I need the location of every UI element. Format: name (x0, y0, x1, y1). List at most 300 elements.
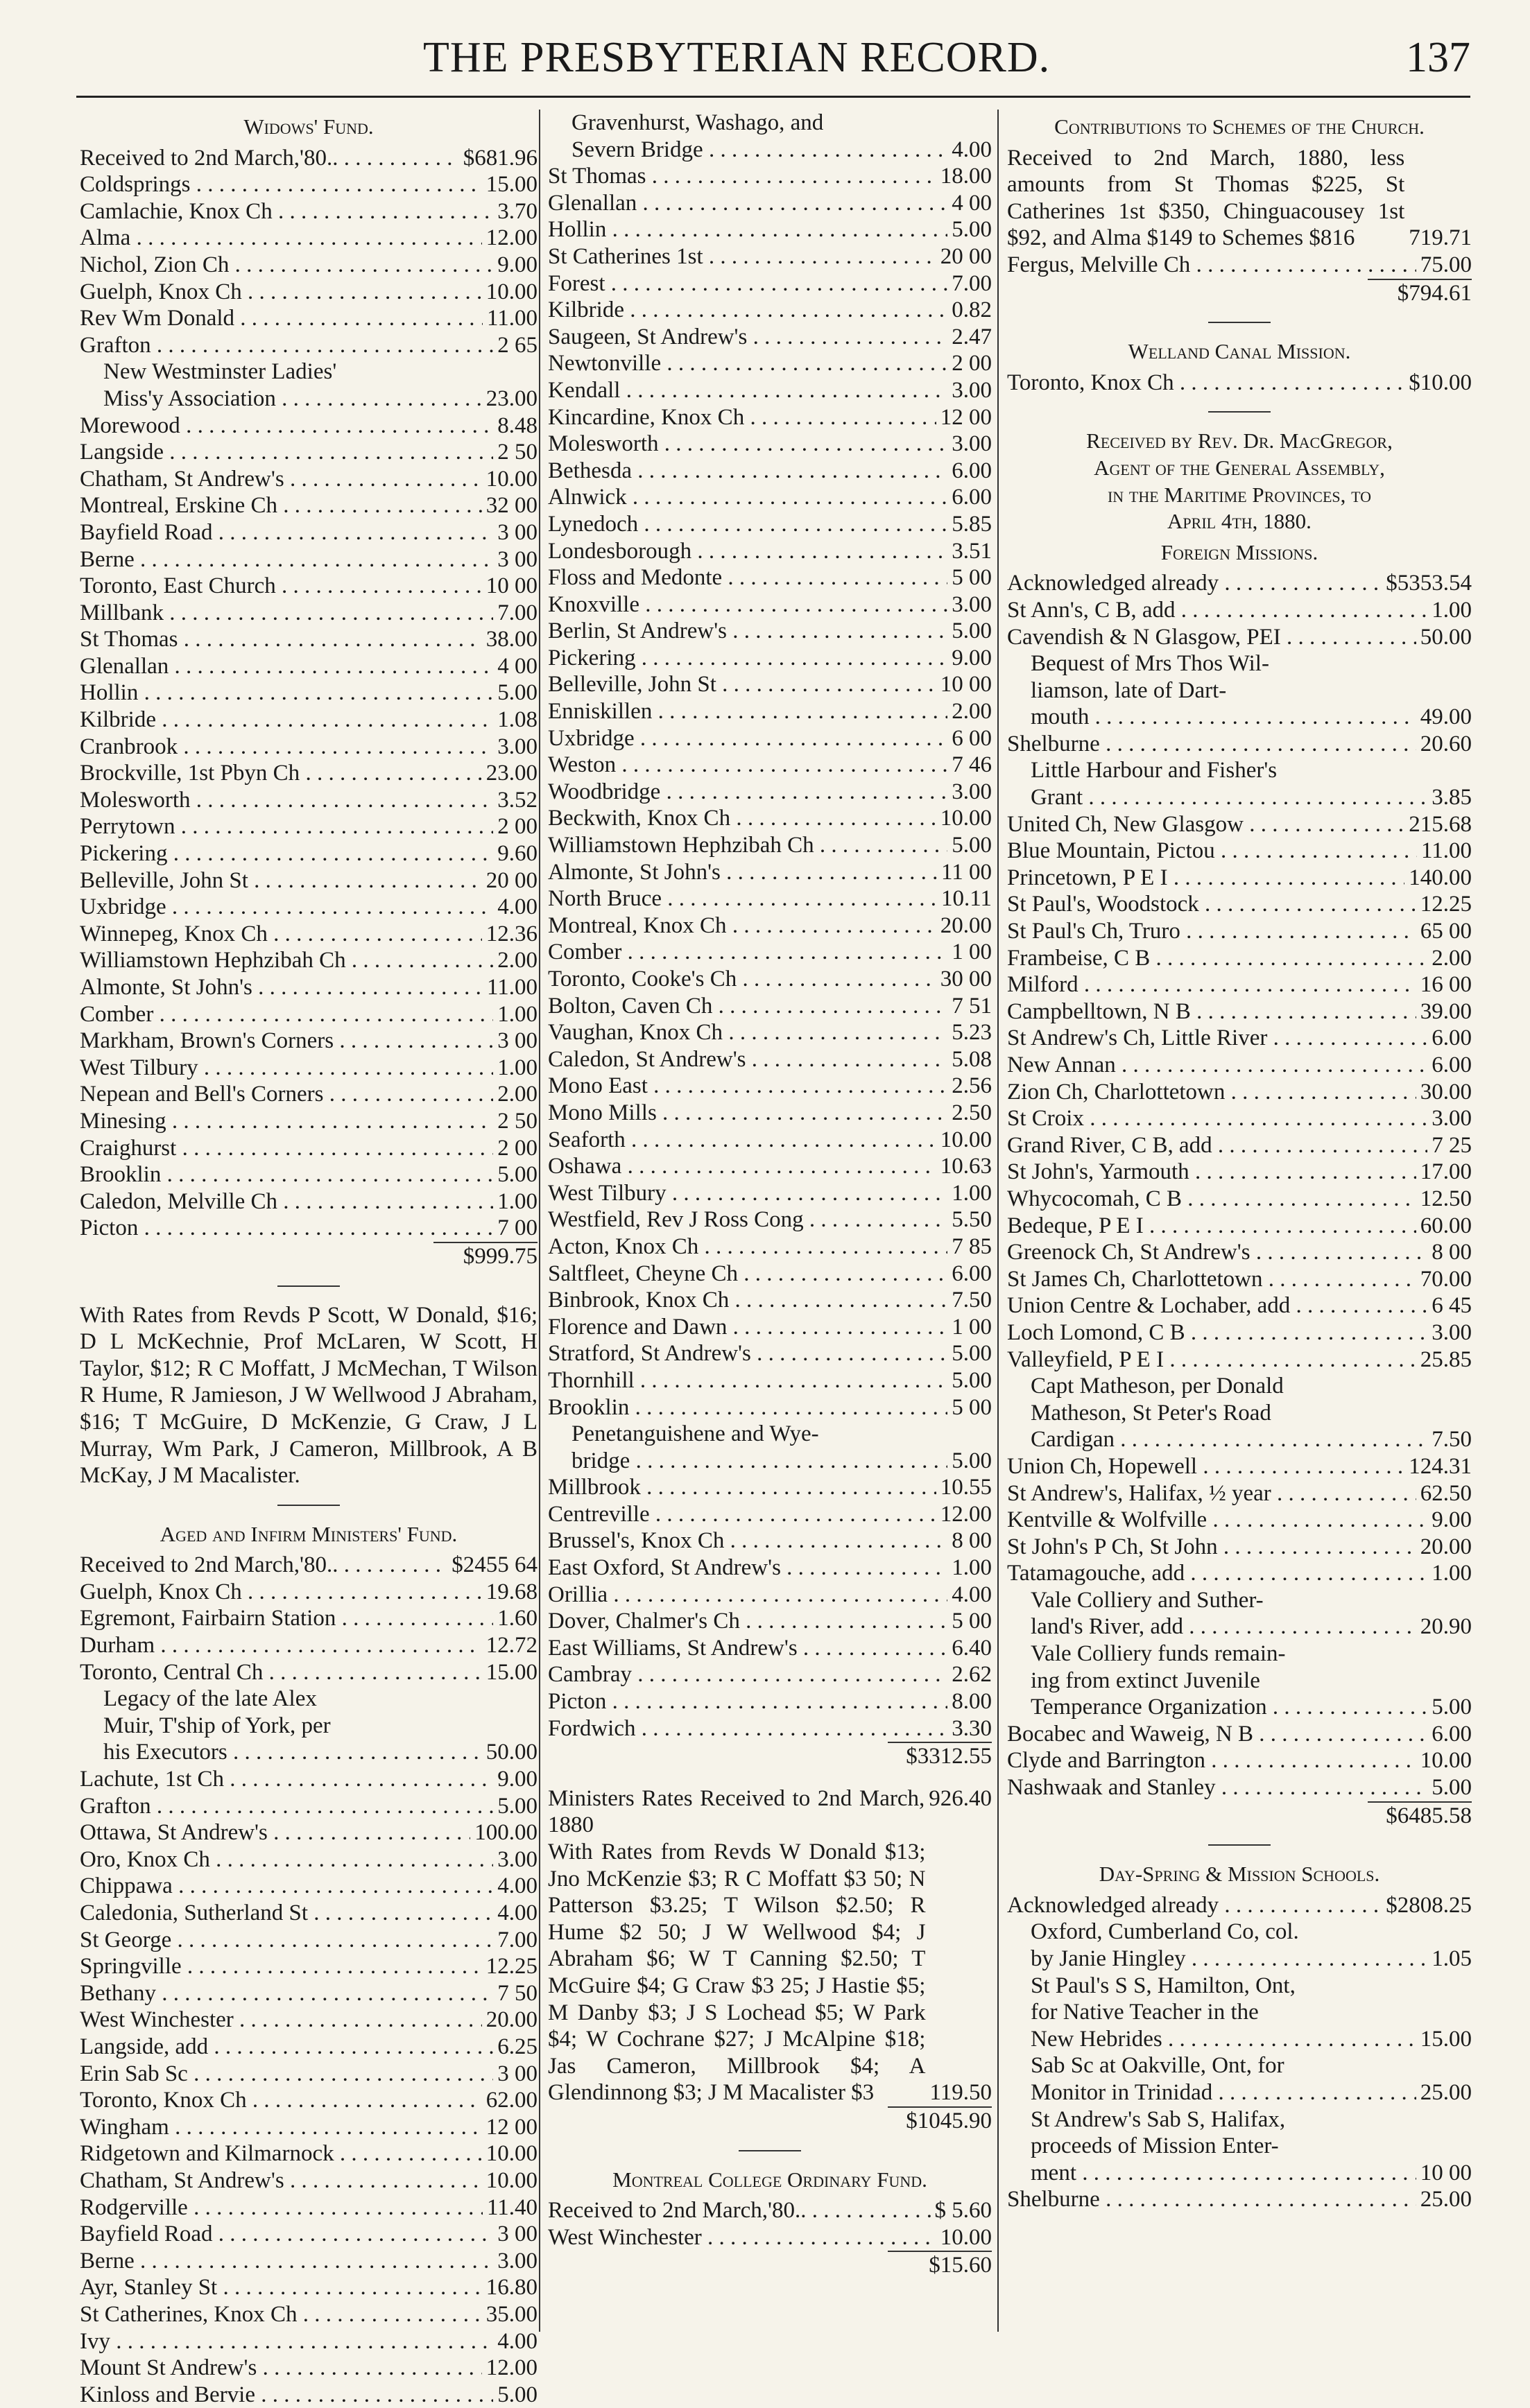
entry-label: Miss'y Association . . . (80, 386, 482, 413)
entry-amount: 3 00 (497, 519, 538, 545)
column-1 (80, 110, 538, 2408)
list-item (548, 1582, 992, 1609)
entry-label: Alnwick . . . (548, 484, 947, 511)
entry-label: Saugeen, St Andrew's . . . (548, 324, 947, 351)
list-item (548, 1100, 992, 1127)
list-item (80, 386, 538, 413)
list-item (548, 163, 992, 190)
entry-label: New Hebrides . . . (1007, 2026, 1416, 2053)
entry-amount: 11 00 (940, 859, 992, 885)
entry-amount: 7 51 (952, 993, 992, 1019)
list-item (1007, 624, 1472, 651)
entry-amount: 5.00 (497, 2382, 538, 2407)
list-item (1007, 1266, 1472, 1293)
entry-amount: 10 00 (485, 573, 538, 599)
aged-fund-heading: Aged and Infirm Ministers' Fund. (160, 1521, 458, 1546)
entry-amount: 25.00 (1420, 2079, 1472, 2105)
entry-amount: 62.00 (485, 2088, 538, 2113)
entry-label: Vaughan, Knox Ch . . . (548, 1019, 947, 1046)
list-item (80, 1605, 538, 1632)
list-item (80, 1819, 538, 1846)
entry-label: Westfield, Rev J Ross Cong . . . (548, 1206, 947, 1233)
list-item (80, 1927, 538, 1954)
entry-label: Grant . . . (1007, 784, 1427, 811)
list-item (548, 1394, 992, 1421)
entry-amount: $ 5.60 (934, 2198, 992, 2224)
list-item (1007, 1694, 1472, 1721)
entry-amount: 5.00 (497, 1793, 538, 1819)
list-item (1007, 1105, 1472, 1132)
montreal-fund-heading: Montreal College Ordinary Fund. (612, 2167, 927, 2192)
entry-label: Picton . . . (548, 1688, 947, 1715)
entry-label: Belleville, John St . . . (548, 671, 936, 698)
list-item (80, 2328, 538, 2355)
list-item (80, 1081, 538, 1108)
list-item (80, 1659, 538, 1686)
entry-label: Langside . . . (80, 439, 493, 466)
list-item: Matheson, St Peter's Road (1031, 1400, 1271, 1426)
contributions-total: $3312.55 (888, 1742, 992, 1770)
entry-amount: 3.00 (952, 591, 992, 617)
entry-amount: 7 50 (497, 1980, 538, 2006)
entry-label: Fordwich . . . (548, 1715, 947, 1742)
entry-label: Kentville & Wolfville . . . (1007, 1507, 1427, 1534)
entry-amount: 10.00 (485, 279, 538, 304)
entry-amount: 4 00 (952, 190, 992, 216)
entry-label: land's River, add . . . (1007, 1613, 1416, 1640)
entry-amount: 65 00 (1420, 919, 1472, 944)
column-divider-1 (539, 110, 540, 2332)
list-item: Vale Colliery and Suther- (1031, 1587, 1264, 1613)
entry-label: Caledonia, Sutherland St . . . (80, 1900, 493, 1927)
entry-amount: 5.00 (952, 618, 992, 644)
list-item (548, 324, 992, 351)
list-item (548, 885, 992, 912)
list-item (548, 1340, 992, 1367)
entry-amount: 10.63 (940, 1154, 992, 1179)
list-item (1007, 1239, 1472, 1266)
list-item (1007, 1721, 1472, 1748)
list-item (80, 679, 538, 707)
entry-amount: $681.96 (463, 145, 538, 171)
entry-label: his Executors . . . (80, 1739, 482, 1766)
list-item: New Westminster Ladies' (103, 359, 337, 385)
entry-amount: 35.00 (485, 2301, 538, 2327)
entry-amount: 23.00 (485, 386, 538, 411)
entry-label: Forest . . . (548, 270, 947, 297)
entry-label: Mono Mills . . . (548, 1100, 947, 1127)
entry-amount: 3.00 (952, 377, 992, 403)
entry-amount: 6.25 (497, 2034, 538, 2059)
entry-label: Loch Lomond, C B . . . (1007, 1319, 1427, 1346)
entry-amount: 6.00 (1432, 1053, 1472, 1077)
entry-amount: 1.05 (1432, 1946, 1472, 1971)
entry-label: Springville . . . (80, 1953, 482, 1980)
entry-amount: 4.00 (497, 1900, 538, 1925)
entry-amount: 32 00 (485, 493, 538, 519)
dayspring-list (1007, 1892, 1472, 2213)
entry-label: Mount St Andrew's . . . (80, 2355, 482, 2382)
entry-amount: 100.00 (474, 1820, 538, 1846)
list-item: for Native Teacher in the (1031, 2000, 1259, 2025)
entry-label: Ivy . . . (80, 2328, 493, 2355)
entry-amount: 140.00 (1409, 865, 1472, 890)
entry-label: Glenallan . . . (80, 653, 493, 680)
entry-label: Caledon, Melville Ch . . . (80, 1188, 493, 1215)
entry-amount: 12.00 (940, 1501, 992, 1527)
entry-label: Monitor in Trinidad . . . (1007, 2079, 1416, 2106)
entry-amount: 4.00 (497, 894, 538, 920)
list-item (80, 813, 538, 840)
entry-amount: 10.00 (485, 2167, 538, 2193)
entry-amount: 3 00 (497, 2061, 538, 2086)
list-item (80, 787, 538, 814)
list-item (548, 1635, 992, 1662)
entry-amount: 25.85 (1420, 1346, 1472, 1372)
entry-label: Nichol, Zion Ch . . . (80, 252, 493, 279)
entry-label: Zion Ch, Charlottetown . . . (1007, 1079, 1416, 1106)
entry-amount: 10.00 (940, 2224, 992, 2250)
entry-amount: 18.00 (940, 164, 992, 189)
entry-label: Thornhill . . . (548, 1367, 947, 1394)
entry-label: ment . . . (1007, 2160, 1416, 2187)
entry-amount: 20.90 (1420, 1614, 1472, 1640)
list-item (1007, 838, 1472, 865)
list-item (1007, 1892, 1472, 1919)
entry-label: Nepean and Bell's Corners . . . (80, 1081, 493, 1108)
entry-amount: 8.00 (952, 1689, 992, 1715)
entry-label: Knoxville . . . (548, 591, 947, 618)
entry-amount: 7.50 (1432, 1427, 1472, 1453)
list-item (548, 1127, 992, 1154)
entry-label: Almonte, St John's . . . (80, 974, 483, 1001)
list-item (80, 2034, 538, 2061)
list-item (80, 1001, 538, 1028)
entry-amount: 20.60 (1420, 731, 1472, 756)
entry-amount: 5.08 (952, 1046, 992, 1072)
montreal-fund-list (548, 2197, 992, 2251)
entry-label: Shelburne . . . (1007, 2186, 1416, 2213)
entry-label: Shelburne . . . (1007, 731, 1416, 758)
list-item (548, 832, 992, 859)
entry-amount: 5.00 (1432, 1775, 1472, 1801)
list-item: Gravenhurst, Washago, and (571, 110, 824, 135)
list-item (1007, 865, 1472, 892)
entry-label: Lynedoch . . . (548, 511, 947, 538)
entry-amount: 2.00 (1432, 945, 1472, 971)
entry-amount: 12.50 (1420, 1186, 1472, 1211)
list-item (80, 1980, 538, 2007)
header-rule (76, 96, 1470, 98)
entry-label: Milford . . . (1007, 971, 1416, 998)
entry-amount: 7 25 (1432, 1132, 1472, 1158)
ministers-rates-intro: Ministers Rates Received to 2nd March, 1880 926.40 (548, 1785, 992, 1838)
entry-amount: 3.30 (952, 1715, 992, 1741)
list-item (80, 734, 538, 761)
entry-label: Grafton . . . (80, 1793, 493, 1820)
separator (1208, 322, 1271, 323)
entry-label: Oshawa . . . (548, 1153, 936, 1180)
entry-label: Bayfield Road . . . (80, 2221, 493, 2248)
entry-amount: 3.52 (497, 787, 538, 813)
entry-amount: 2 00 (497, 814, 538, 840)
montreal-fund-total: $15.60 (888, 2251, 992, 2279)
entry-label: Woodbridge . . . (548, 779, 947, 806)
entry-label: Fergus, Melville Ch . . . (1007, 252, 1416, 279)
entry-label: Campbelltown, N B . . . (1007, 998, 1416, 1025)
list-item (80, 1579, 538, 1606)
list-item (548, 1554, 992, 1582)
received-by-heading-3: in the Maritime Provinces, to (1107, 482, 1372, 507)
list-item (548, 698, 992, 725)
entry-amount: 5 00 (952, 565, 992, 591)
entry-amount: 1.60 (497, 1606, 538, 1631)
list-item (80, 2248, 538, 2275)
list-item (1007, 2160, 1472, 2187)
entry-amount: 124.31 (1409, 1453, 1472, 1479)
entry-label: Received to 2nd March,'80.. . . . (548, 2197, 931, 2224)
entry-amount: 6.00 (952, 485, 992, 510)
list-item (1007, 570, 1472, 597)
entry-label: bridge . . . (548, 1448, 947, 1475)
entry-amount: 30.00 (1420, 1079, 1472, 1105)
list-item (80, 145, 538, 172)
list-item (548, 458, 992, 485)
list-item (1007, 2026, 1472, 2053)
widows-fund-list (80, 145, 538, 1242)
list-item (80, 332, 538, 359)
entry-label: St Ann's, C B, add . . . (1007, 597, 1427, 624)
entry-amount: 25.00 (1420, 2187, 1472, 2212)
entry-amount: 1.00 (1432, 597, 1472, 623)
widows-fund-note: With Rates from Revds P Scott, W Donald, $16; D L McKechnie, Prof McLaren, W Scott, H Taylor, $12; R C Moffatt, J McMechan, T Wilson R Hume, R Jamieson, J W Wellwood J Abraham, $16; T McGuire, D McKenzie, G Craw, J L Murray, Wm Park, J Cameron, Millbrook, A B McKay, J M Macalister. (80, 1302, 538, 1489)
entry-amount: 3.00 (952, 431, 992, 457)
entry-amount: 6.00 (952, 1261, 992, 1286)
entry-amount: 1 00 (952, 939, 992, 965)
entry-label: Craighurst . . . (80, 1135, 493, 1162)
entry-amount: 9.00 (952, 645, 992, 670)
list-item (80, 519, 538, 546)
contributions-schemes-heading: Contributions to Schemes of the Church. (1054, 114, 1425, 139)
list-item (80, 1953, 538, 1980)
list-item: Muir, T'ship of York, per (103, 1713, 331, 1738)
list-item (80, 2167, 538, 2194)
entry-label: Comber . . . (548, 939, 947, 966)
entry-amount: 15.00 (485, 1659, 538, 1685)
entry-label: St John's, Yarmouth . . . (1007, 1159, 1416, 1186)
list-item (548, 216, 992, 243)
list-item (548, 1448, 992, 1475)
entry-amount: 10.00 (1420, 1748, 1472, 1774)
entry-label: Berlin, St Andrew's . . . (548, 618, 947, 645)
entry-amount: 15.00 (485, 172, 538, 198)
list-item (1007, 998, 1472, 1025)
list-item (80, 653, 538, 680)
entry-label: Florence and Dawn . . . (548, 1314, 947, 1341)
entry-amount: $2808.25 (1386, 1892, 1472, 1918)
entry-amount: 17.00 (1420, 1159, 1472, 1185)
entry-amount: 1.00 (497, 1188, 538, 1214)
list-item (80, 252, 538, 279)
list-item (548, 1715, 992, 1742)
entry-label: Coldsprings . . . (80, 171, 482, 198)
entry-label: Princetown, P E I . . . (1007, 865, 1404, 892)
entry-label: St John's P Ch, St John . . . (1007, 1534, 1416, 1561)
aged-fund-list (80, 1552, 538, 2408)
entry-amount: 15.00 (1420, 2026, 1472, 2052)
entry-label: Ottawa, St Andrew's . . . (80, 1819, 470, 1846)
entry-amount: 10 00 (1420, 2160, 1472, 2185)
entry-label: West Winchester . . . (80, 2007, 482, 2034)
entry-amount: 9.60 (497, 841, 538, 867)
list-item (80, 413, 538, 440)
entry-amount: 6 00 (952, 725, 992, 751)
entry-amount: 62.50 (1420, 1480, 1472, 1506)
list-item (1007, 891, 1472, 918)
entry-amount: 4.00 (952, 1582, 992, 1607)
entry-amount: 7.00 (497, 600, 538, 625)
entry-label: Picton . . . (80, 1215, 493, 1242)
ministers-rates-note: With Rates from Revds W Donald $13; Jno McKenzie $3; R C Moffatt $3 50; N Patterson $3.25; T Wilson $2.50; R Hume $2 50; J W Wellwood $4; J Abraham $6; W T Canning $2.50; T McGuire $4; G Craw $3 25; J Hastie $5; M Danby $3; J S Lochead $5; W Park $4; W Cochrane $27; J McAlpine $18; Jas Cameron, Millbrook $4; A Glendinnong $3; J M Macalister $3 119.50 (548, 1839, 992, 2106)
entry-label: Berne . . . (80, 2248, 493, 2275)
entry-amount: 1.00 (497, 1055, 538, 1080)
list-item (80, 2007, 538, 2034)
entry-amount: 8 00 (1432, 1240, 1472, 1265)
list-item (1007, 1052, 1472, 1079)
entry-label: Rev Wm Donald . . . (80, 305, 483, 332)
entry-label: Newtonville . . . (548, 350, 947, 377)
entry-label: Bethesda . . . (548, 458, 947, 485)
entry-amount: 7.00 (497, 1927, 538, 1952)
list-item (80, 1161, 538, 1188)
list-item (80, 947, 538, 974)
list-item (548, 1608, 992, 1635)
entry-amount: 6 45 (1432, 1293, 1472, 1319)
entry-label: Caledon, St Andrew's . . . (548, 1046, 947, 1073)
entry-label: Valleyfield, P E I . . . (1007, 1346, 1416, 1374)
entry-amount: 11.00 (486, 306, 538, 331)
entry-label: Union Ch, Hopewell . . . (1007, 1453, 1404, 1480)
entry-amount: 2.62 (952, 1662, 992, 1688)
entry-label: Dover, Chalmer's Ch . . . (548, 1608, 947, 1635)
entry-label: Minesing . . . (80, 1108, 493, 1135)
list-item (1007, 1426, 1472, 1453)
list-item (548, 591, 992, 618)
entry-amount: 3 00 (497, 546, 538, 572)
list-item (80, 305, 538, 332)
entry-amount: 23.00 (485, 761, 538, 786)
entry-label: Williamstown Hephzibah Ch . . . (80, 947, 493, 974)
list-item (80, 2114, 538, 2141)
entry-label: St James Ch, Charlottetown . . . (1007, 1266, 1416, 1293)
contributions-list (548, 110, 992, 1742)
entry-label: Acknowledged already . . . (1007, 570, 1382, 597)
entry-label: Pickering . . . (80, 840, 493, 867)
list-item: Vale Colliery funds remain- (1031, 1641, 1286, 1667)
entry-amount: 5 00 (952, 1609, 992, 1634)
list-item (548, 1314, 992, 1341)
list-item (80, 171, 538, 198)
entry-amount: 5.00 (952, 1367, 992, 1393)
entry-label: Kilbride . . . (80, 707, 493, 734)
entry-label: Molesworth . . . (548, 431, 947, 458)
entry-amount: 2 50 (497, 440, 538, 465)
list-item (80, 225, 538, 252)
list-item (548, 511, 992, 538)
entry-amount: 4.00 (952, 137, 992, 162)
entry-amount: 38.00 (485, 627, 538, 652)
list-item (548, 431, 992, 458)
entry-label: Molesworth . . . (80, 787, 493, 814)
list-item (1007, 1319, 1472, 1346)
list-item (1007, 1025, 1472, 1052)
list-item (80, 1108, 538, 1135)
entry-label: Received to 2nd March,'80.. . . . (80, 145, 459, 172)
entry-amount: 20 00 (485, 867, 538, 893)
list-item (548, 779, 992, 806)
entry-label: Kendall . . . (548, 377, 947, 404)
entry-amount: 12 00 (940, 404, 992, 430)
entry-amount: 19.68 (485, 1579, 538, 1604)
list-item (1007, 1774, 1472, 1801)
list-item (80, 546, 538, 573)
entry-label: Guelph, Knox Ch . . . (80, 279, 482, 306)
list-item (548, 2224, 992, 2251)
list-item (548, 2197, 992, 2224)
list-item (548, 1688, 992, 1715)
list-item (548, 1661, 992, 1688)
entry-label: Montreal, Knox Ch . . . (548, 912, 936, 939)
entry-label: Egremont, Fairbairn Station . . . (80, 1605, 493, 1632)
list-item: Capt Matheson, per Donald (1031, 1374, 1284, 1399)
list-item (1007, 1159, 1472, 1186)
entry-amount: 3.00 (497, 2248, 538, 2273)
list-item (80, 600, 538, 627)
entry-label: Markham, Brown's Corners . . . (80, 1028, 493, 1055)
entry-amount: 1.08 (497, 707, 538, 733)
list-item (548, 1153, 992, 1180)
entry-label: Toronto, East Church . . . (80, 573, 482, 600)
entry-amount: 20 00 (940, 243, 992, 269)
entry-label: mouth . . . (1007, 704, 1416, 731)
list-item (1007, 971, 1472, 998)
list-item (80, 1188, 538, 1215)
list-item (548, 859, 992, 886)
entry-label: Brooklin . . . (548, 1394, 947, 1421)
entry-label: Toronto, Cooke's Ch . . . (548, 966, 936, 993)
entry-amount: 2.56 (952, 1073, 992, 1099)
entry-amount: 5.50 (952, 1207, 992, 1233)
entry-amount: 2 65 (497, 332, 538, 358)
entry-label: Saltfleet, Cheyne Ch . . . (548, 1261, 947, 1288)
entry-label: Cranbrook . . . (80, 734, 493, 761)
entry-label: Floss and Medonte . . . (548, 564, 947, 591)
list-item (80, 2061, 538, 2088)
entry-label: Wingham . . . (80, 2114, 482, 2141)
list-item (548, 671, 992, 698)
entry-amount: 7 85 (952, 1233, 992, 1259)
entry-amount: 215.68 (1409, 811, 1472, 837)
entry-label: Brooklin . . . (80, 1161, 493, 1188)
entry-label: West Winchester . . . (548, 2224, 936, 2251)
entry-label: Toronto, Central Ch . . . (80, 1659, 482, 1686)
entry-label: New Annan . . . (1007, 1052, 1427, 1079)
entry-label: Alma . . . (80, 225, 482, 252)
entry-amount: 9.00 (497, 1767, 538, 1792)
list-item (1007, 1346, 1472, 1374)
entry-label: Chatham, St Andrew's . . . (80, 466, 482, 493)
entry-label: Acton, Knox Ch . . . (548, 1233, 947, 1261)
